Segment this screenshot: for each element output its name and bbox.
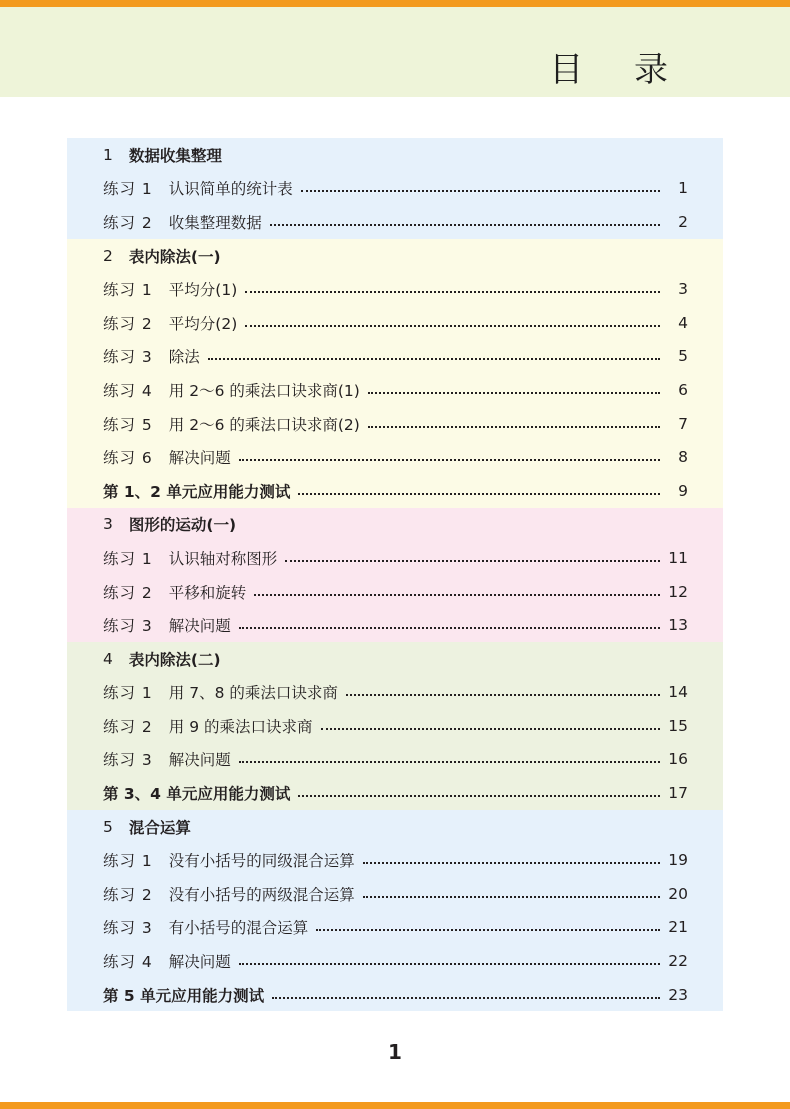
dot-leader (321, 728, 660, 730)
exercise-entry[interactable] (67, 373, 723, 407)
entry-title: 解决问题 (168, 617, 231, 636)
unit-number: 5 (103, 817, 113, 836)
entry-title: 用 2～6 的乘法口诀求商(2) (168, 415, 360, 434)
dot-leader (301, 190, 660, 192)
unit-title: 表内除法(二) (128, 650, 221, 669)
unit-number: 1 (103, 145, 113, 164)
entry-page-number: 17 (668, 784, 688, 803)
toc-section (67, 642, 723, 810)
entry-page-number: 12 (668, 582, 688, 601)
exercise-number: 练习 3 (103, 617, 153, 636)
entry-title: 平均分(1) (168, 281, 238, 300)
entry-title: 认识简单的统计表 (168, 180, 293, 199)
exercise-number: 练习 5 (103, 415, 153, 434)
exercise-number: 练习 2 (103, 885, 153, 904)
entry-page-number: 4 (678, 313, 688, 332)
exercise-number: 练习 3 (103, 751, 153, 770)
entry-title: 第 3、4 单元应用能力测试 (103, 785, 291, 804)
page-number: 1 (388, 1040, 402, 1064)
entry-page-number: 8 (678, 448, 688, 467)
toc-section (67, 810, 723, 1012)
dot-leader (368, 426, 660, 428)
entry-title: 有小括号的混合运算 (168, 919, 309, 938)
exercise-entry[interactable] (67, 340, 723, 374)
entry-page-number: 22 (668, 952, 688, 971)
dot-leader (363, 862, 660, 864)
exercise-number: 练习 3 (103, 919, 153, 938)
dot-leader (208, 358, 660, 360)
unit-title: 混合运算 (128, 818, 191, 837)
unit-number: 4 (103, 649, 113, 668)
entry-page-number: 16 (668, 750, 688, 769)
exercise-number: 练习 4 (103, 381, 153, 400)
dot-leader (316, 929, 660, 931)
exercise-entry[interactable] (67, 205, 723, 239)
dot-leader (239, 459, 660, 461)
exercise-number: 练习 4 (103, 953, 153, 972)
dot-leader (272, 997, 660, 999)
dot-leader (254, 594, 660, 596)
exercise-entry[interactable] (67, 575, 723, 609)
dot-leader (368, 392, 660, 394)
dot-leader (285, 560, 660, 562)
toc-section (67, 239, 723, 508)
entry-page-number: 13 (668, 616, 688, 635)
entry-title: 解决问题 (168, 751, 231, 770)
unit-heading[interactable] (67, 810, 723, 844)
unit-number: 2 (103, 246, 113, 265)
entry-page-number: 5 (678, 347, 688, 366)
exercise-number: 练习 3 (103, 348, 153, 367)
dot-leader (346, 694, 660, 696)
exercise-entry[interactable] (67, 306, 723, 340)
exercise-number: 练习 2 (103, 583, 153, 602)
entry-page-number: 3 (678, 280, 688, 299)
toc-section (67, 508, 723, 642)
dot-leader (270, 224, 660, 226)
dot-leader (363, 896, 660, 898)
unit-test-entry[interactable] (67, 978, 723, 1012)
exercise-number: 练习 1 (103, 281, 153, 300)
entry-title: 收集整理数据 (168, 213, 262, 232)
entry-title: 平均分(2) (168, 314, 238, 333)
entry-page-number: 7 (678, 414, 688, 433)
entry-page-number: 2 (678, 212, 688, 231)
exercise-entry[interactable] (67, 407, 723, 441)
entry-title: 没有小括号的两级混合运算 (168, 885, 355, 904)
exercise-number: 练习 2 (103, 717, 153, 736)
entry-title: 用 7、8 的乘法口诀求商 (168, 684, 338, 703)
unit-number: 3 (103, 515, 113, 534)
exercise-number: 练习 1 (103, 684, 153, 703)
entry-title: 平移和旋转 (168, 583, 247, 602)
exercise-entry[interactable] (67, 911, 723, 945)
exercise-number: 练习 2 (103, 314, 153, 333)
entry-title: 除法 (168, 348, 200, 367)
exercise-entry[interactable] (67, 743, 723, 777)
exercise-entry[interactable] (67, 608, 723, 642)
top-orange-bar (0, 0, 790, 7)
exercise-number: 练习 2 (103, 213, 153, 232)
dot-leader (239, 761, 660, 763)
exercise-number: 练习 1 (103, 852, 153, 871)
unit-title: 数据收集整理 (128, 146, 222, 165)
dot-leader (239, 963, 660, 965)
entry-page-number: 6 (678, 380, 688, 399)
table-of-contents (67, 138, 723, 1011)
unit-heading[interactable] (67, 508, 723, 542)
entry-page-number: 20 (668, 884, 688, 903)
exercise-entry[interactable] (67, 877, 723, 911)
unit-title: 图形的运动(一) (128, 516, 237, 535)
entry-title: 用 9 的乘法口诀求商 (168, 717, 313, 736)
dot-leader (245, 325, 660, 327)
exercise-number: 练习 1 (103, 549, 153, 568)
dot-leader (245, 291, 660, 293)
page-title: 目 录 (549, 50, 688, 90)
entry-title: 认识轴对称图形 (168, 549, 278, 568)
dot-leader (239, 627, 660, 629)
exercise-entry[interactable] (67, 440, 723, 474)
entry-title: 解决问题 (168, 953, 231, 972)
exercise-entry[interactable] (67, 944, 723, 978)
exercise-entry[interactable] (67, 676, 723, 710)
entry-page-number: 15 (668, 716, 688, 735)
entry-title: 第 5 单元应用能力测试 (103, 986, 265, 1005)
exercise-entry[interactable] (67, 709, 723, 743)
entry-title: 用 2～6 的乘法口诀求商(1) (168, 381, 360, 400)
entry-title: 解决问题 (168, 449, 231, 468)
entry-page-number: 23 (668, 985, 688, 1004)
dot-leader (298, 493, 660, 495)
exercise-entry[interactable] (67, 541, 723, 575)
unit-heading[interactable] (67, 239, 723, 273)
unit-test-entry[interactable] (67, 474, 723, 508)
exercise-number: 练习 6 (103, 449, 153, 468)
entry-page-number: 1 (678, 179, 688, 198)
entry-page-number: 21 (668, 918, 688, 937)
entry-title: 没有小括号的同级混合运算 (168, 852, 355, 871)
dot-leader (298, 795, 660, 797)
bottom-orange-bar (0, 1102, 790, 1109)
exercise-number: 练习 1 (103, 180, 153, 199)
entry-page-number: 11 (668, 548, 688, 567)
exercise-entry[interactable] (67, 172, 723, 206)
exercise-entry[interactable] (67, 272, 723, 306)
unit-test-entry[interactable] (67, 776, 723, 810)
unit-heading[interactable] (67, 138, 723, 172)
entry-page-number: 14 (668, 683, 688, 702)
toc-section (67, 138, 723, 239)
unit-title: 表内除法(一) (128, 247, 221, 266)
exercise-entry[interactable] (67, 843, 723, 877)
entry-page-number: 19 (668, 851, 688, 870)
unit-heading[interactable] (67, 642, 723, 676)
entry-title: 第 1、2 单元应用能力测试 (103, 482, 291, 501)
entry-page-number: 9 (678, 481, 688, 500)
